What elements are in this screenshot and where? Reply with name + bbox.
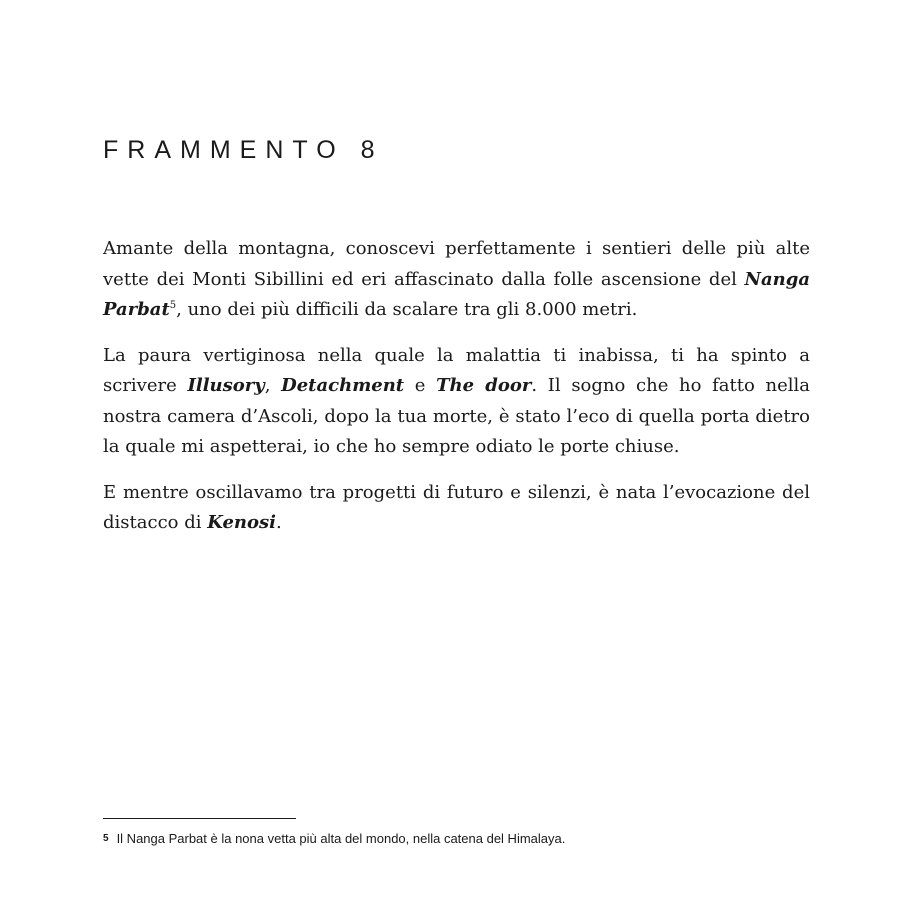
paragraph-2 [103, 341, 810, 463]
footnote-text: Il Nanga Parbat è la nona vetta più alta del mondo, nella catena del Himalaya. [116, 831, 566, 846]
paragraph-3-text-1: E mentre oscillavamo tra progetti di futuro e silenzi, è nata l’evocazione del distacco di [103, 481, 810, 533]
footnote-mark: 5 [103, 833, 109, 844]
paragraph-1-text-1: Amante della montagna, conoscevi perfettamente i sentieri delle più alte vette dei Monti Sibillini ed eri affascinato dalla folle ascensione del [103, 238, 810, 290]
title-illusory: Illusory [187, 375, 265, 396]
footnote-divider [103, 818, 296, 819]
chapter-heading: FRAMMENTO 8 [103, 136, 384, 164]
body-text [103, 234, 810, 554]
paragraph-1 [103, 234, 810, 326]
title-the-door: The door [436, 375, 532, 396]
footnote-reference: 5 [169, 300, 177, 311]
paragraph-1-text-2: , uno dei più difficili da scalare tra gli 8.000 metri. [176, 299, 638, 320]
paragraph-3-text-2: . [275, 512, 282, 533]
title-detachment: Detachment [281, 375, 405, 396]
paragraph-2-text-1: La paura vertiginosa nella quale la malattia ti inabissa, ti ha spinto a scrivere [103, 344, 810, 396]
title-nanga-parbat: Nanga Parbat [103, 268, 810, 320]
paragraph-2-text-2: , [264, 375, 282, 396]
paragraph-2-text-4: . Il sogno che ho fatto nella nostra camera d’Ascoli, dopo la tua morte, è stato l’eco di quella porta dietro la quale mi aspetterai, io che ho sempre odiato le porte chiuse. [103, 375, 810, 457]
title-kenosi: Kenosi [207, 512, 276, 533]
paragraph-2-text-3: e [404, 375, 437, 396]
footnote [103, 830, 565, 848]
paragraph-3 [103, 478, 810, 539]
